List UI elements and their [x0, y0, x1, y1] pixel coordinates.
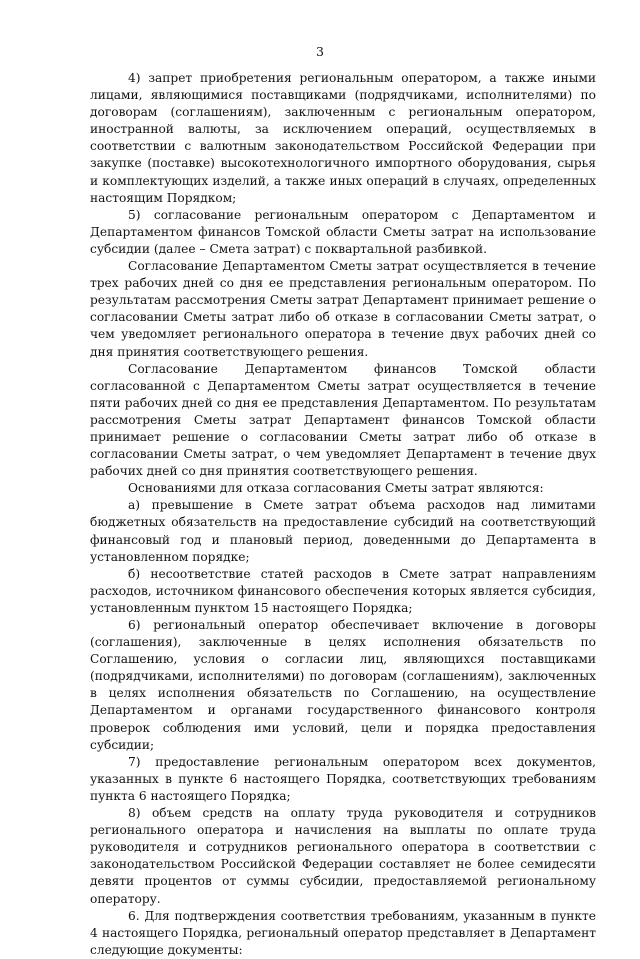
paragraph-section-6: 6. Для подтверждения соответствия требованиям, указанным в пункте 4 настоящего Порядка, региональный оператор представляет в Департамент следующие документы:	[90, 908, 596, 957]
page-number: 3	[316, 44, 324, 59]
paragraph-department-approval: Согласование Департаментом Сметы затрат осуществляется в течение трех рабочих дней со дня ее представления региональным оператором. По результатам рассмотрения Сметы затрат Департамент принимает решение о согласовании Сметы затрат либо об отказе в согласовании Сметы затрат, о чем уведомляет регионального оператора в течение двух рабочих дней со дня принятия соответствующего решения.	[90, 259, 596, 359]
paragraph-refusal-grounds: Основаниями для отказа согласования Сметы затрат являются:	[128, 481, 544, 496]
paragraph-item-6: 6) региональный оператор обеспечивает включение в договоры (соглашения), заключенные в целях исполнения обязательств по Соглашению, условия о согласии лиц, являющихся поставщиками (подрядчиками, исполнителями) по договорам (соглашениям), заключенных в целях исполнения обязательств по Соглашению, на осуществление Департаментом и органами государственного финансового контроля проверок соблюдения ими условий, цели и порядка предоставления субсидии;	[90, 618, 596, 752]
paragraph-ground-a: а) превышение в Смете затрат объема расходов над лимитами бюджетных обязательств на предоставление субсидий на соответствующий финансовый год и плановый период, доведенными до Департамента в установленном порядке;	[90, 498, 596, 564]
paragraph-item-4: 4) запрет приобретения региональным оператором, а также иными лицами, являющимися поставщиками (подрядчиками, исполнителями) по договорам (соглашениям), заключенным с региональным оператором, иностранной валюты, за исключением операций, осуществляемых в соответствии с валютным законодательством Российской Федерации при закупке (поставке) высокотехнологичного импортного оборудования, сырья и комплектующих изделий, а также иных операций в случаях, определенных настоящим Порядком;	[90, 71, 596, 205]
paragraph-item-8: 8) объем средств на оплату труда руководителя и сотрудников регионального оператора и начисления на выплаты по оплате труда руководителя и сотрудников регионального оператора в соответствии с законодательством Российской Федерации составляет не более семидесяти девяти процентов от суммы субсидии, предоставляемой региональному оператору.	[90, 806, 596, 906]
paragraph-item-5: 5) согласование региональным оператором с Департаментом и Департаментом финансов Томской области Сметы затрат на использование субсидии (далее – Смета затрат) с поквартальной разбивкой.	[90, 207, 596, 256]
paragraph-ground-b: б) несоответствие статей расходов в Смете затрат направлениям расходов, источником финансового обеспечения которых является субсидия, установленным пунктом 15 настоящего Порядка;	[90, 566, 596, 615]
document-body	[90, 70, 596, 959]
paragraph-finance-approval: Согласование Департаментом финансов Томской области согласованной с Департаментом Сметы затрат осуществляется в течение пяти рабочих дней со дня ее представления Департаментом. По результатам рассмотрения Сметы затрат Департамент финансов Томской области принимает решение о согласовании Сметы затрат либо об отказе в согласовании Сметы затрат, о чем уведомляет Департамент в течение двух рабочих дней со дня принятия соответствующего решения.	[90, 361, 596, 479]
paragraph-item-7: 7) предоставление региональным оператором всех документов, указанных в пункте 6 настоящего Порядка, соответствующих требованиям пункта 6 настоящего Порядка;	[90, 754, 596, 803]
